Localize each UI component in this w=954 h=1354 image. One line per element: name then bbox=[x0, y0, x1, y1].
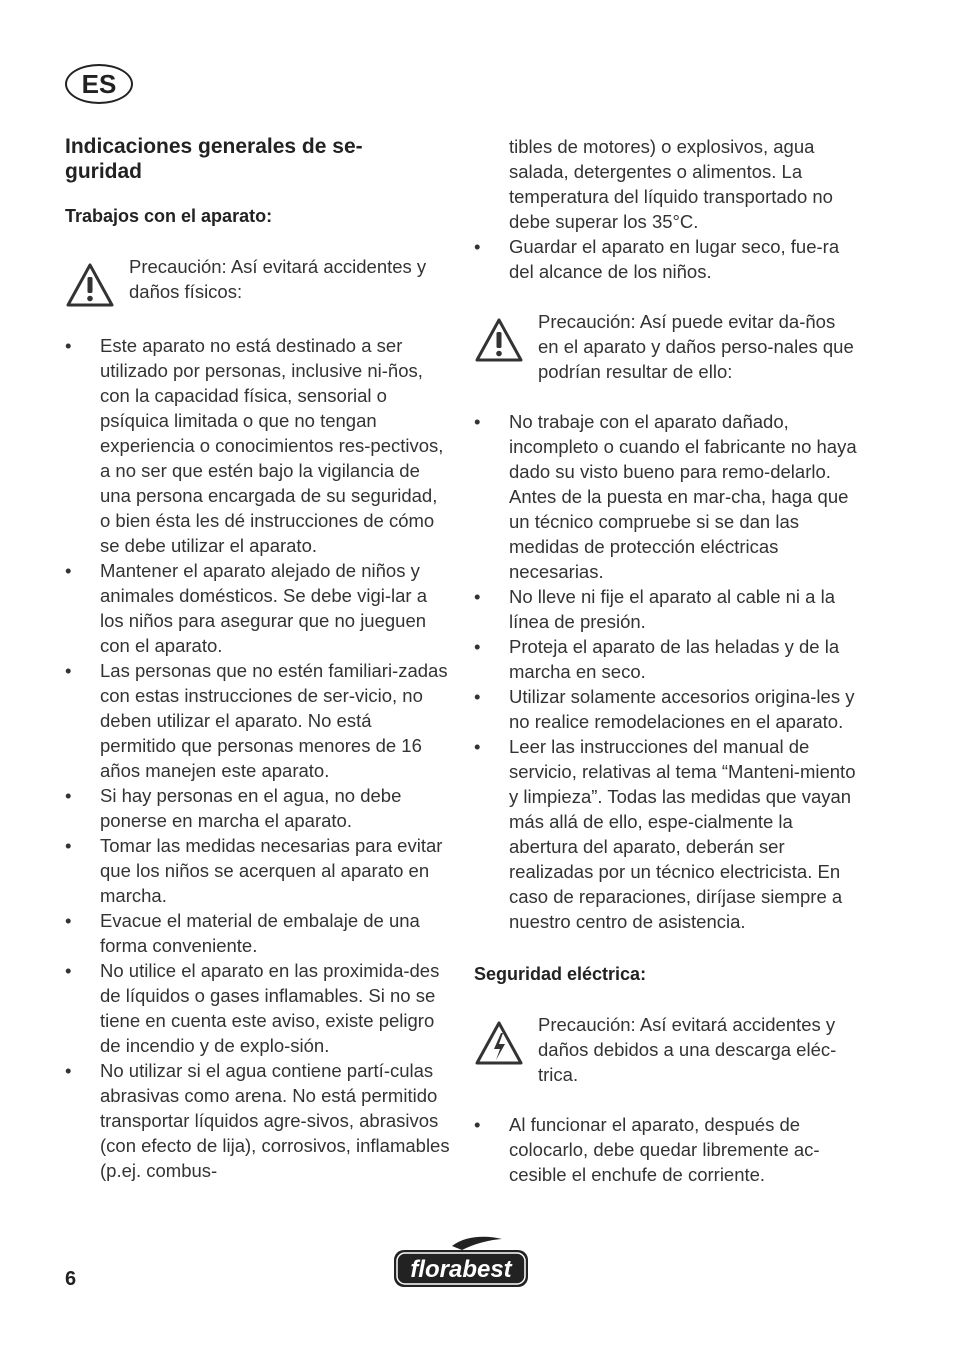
language-badge: ES bbox=[65, 64, 133, 104]
list-item: • No utilice el aparato en las proximida-des de líquidos o gases inflamables. Si no se tiene en cuenta este aviso, existe peligro de incendio y de explo-sión. bbox=[65, 958, 450, 1058]
list-item: • Al funcionar el aparato, después de colocarlo, debe quedar libremente ac-cesible el enchufe de corriente. bbox=[474, 1112, 864, 1187]
list-item: • No utilizar si el agua contiene partí-culas abrasivas como arena. No está permitido transportar líquidos agre-sivos, abrasivos (con efecto de lija), corrosivos, inflamables (p.ej. combus- bbox=[65, 1058, 450, 1183]
list-item: • Si hay personas en el agua, no debe ponerse en marcha el aparato. bbox=[65, 783, 450, 833]
list-item: • Guardar el aparato en lugar seco, fue-ra del alcance de los niños. bbox=[474, 234, 864, 284]
left-bullet-list bbox=[65, 333, 450, 1183]
list-item: • Este aparato no está destinado a ser utilizado por personas, inclusive ni-ños, con la capacidad física, sensorial o psíquica limitada o que no tengan experiencia o conocimientos res-pectivos, a no ser que estén bajo la vigilancia de una persona encargada de su seguridad, o bien ésta les dé instrucciones de cómo se debe utilizar el aparato. bbox=[65, 333, 450, 558]
florabest-logo-graphic bbox=[392, 1236, 530, 1290]
left-column bbox=[65, 134, 450, 1183]
warning-damage bbox=[474, 309, 864, 384]
florabest-logo bbox=[392, 1236, 530, 1290]
list-item: • Evacue el material de embalaje de una forma conveniente. bbox=[65, 908, 450, 958]
list-item: • Las personas que no estén familiari-zadas con estas instrucciones de ser-vicio, no deben utilizar el aparato. No está permitido que personas menores de 16 años manejen este aparato. bbox=[65, 658, 450, 783]
warning-triangle-icon bbox=[65, 262, 115, 308]
right-column bbox=[474, 134, 864, 1187]
list-item: • No lleve ni fije el aparato al cable ni a la línea de presión. bbox=[474, 584, 864, 634]
warning-electrical bbox=[474, 1012, 864, 1087]
right-bullet-list-b bbox=[474, 409, 864, 934]
page-number: 6 bbox=[65, 1268, 77, 1290]
list-item: • No trabaje con el aparato dañado, incompleto o cuando el fabricante no haya dado su visto bueno para remo-delarlo. Antes de la puesta en mar-cha, haga que un técnico compruebe si se dan las medidas de protección eléctricas necesarias. bbox=[474, 409, 864, 584]
list-item: • Utilizar solamente accesorios origina-les y no realice remodelaciones en el aparato. bbox=[474, 684, 864, 734]
subheading-work: Trabajos con el aparato: bbox=[65, 206, 273, 226]
warning-general-text: Precaución: Así evitará accidentes y daños físicos: bbox=[129, 256, 427, 302]
section-heading bbox=[65, 134, 450, 184]
section-heading-text: Indicaciones generales de se- guridad bbox=[65, 135, 363, 183]
list-item: • Mantener el aparato alejado de niños y animales domésticos. Se debe vigi-lar a los niños para asegurar que no jueguen con el aparato. bbox=[65, 558, 450, 658]
warning-damage-text: Precaución: Así puede evitar da-ños en el aparato y daños perso-nales que podrían resultar de ello: bbox=[538, 311, 854, 382]
list-item: • Proteja el aparato de las heladas y de la marcha en seco. bbox=[474, 634, 864, 684]
right-bullet-list-c bbox=[474, 1112, 864, 1187]
right-bullet-list-a bbox=[474, 234, 864, 284]
subheading-electrical: Seguridad eléctrica: bbox=[474, 964, 647, 984]
warning-electrical-text: Precaución: Así evitará accidentes y daños debidos a una descarga eléc-trica. bbox=[538, 1014, 837, 1085]
svg-text:florabest: florabest bbox=[410, 1256, 512, 1283]
electrical-hazard-icon bbox=[474, 1020, 524, 1066]
list-item: • Tomar las medidas necesarias para evitar que los niños se acerquen al aparato en marcha. bbox=[65, 833, 450, 908]
continued-text: tibles de motores) o explosivos, agua salada, detergentes o alimentos. La temperatura del líquido transportado no debe superar los 35°C. bbox=[509, 136, 833, 232]
warning-general bbox=[65, 254, 450, 308]
warning-triangle-icon bbox=[474, 317, 524, 363]
list-item: • Leer las instrucciones del manual de servicio, relativas al tema “Manteni-miento y limpieza”. Todas las medidas que vayan más allá de ello, espe-cialmente la abertura del aparato, deberán ser realizadas por un técnico electricista. En caso de reparaciones, diríjase siempre a nuestro centro de asistencia. bbox=[474, 734, 864, 934]
